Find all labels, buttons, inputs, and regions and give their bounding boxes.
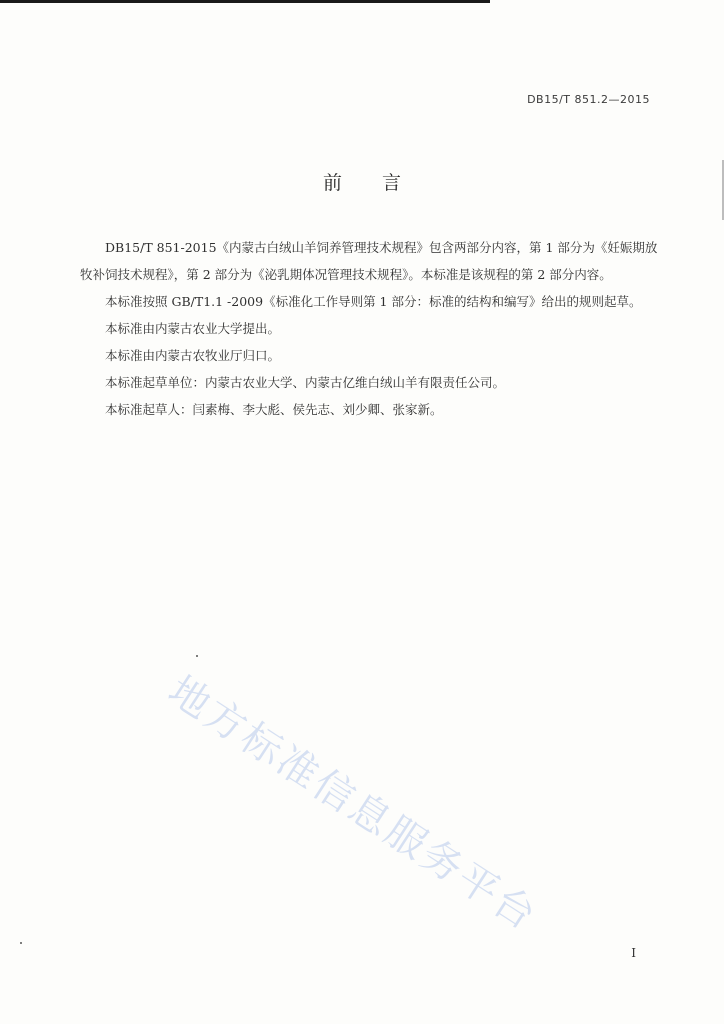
document-code: DB15/T 851.2—2015 <box>527 93 650 106</box>
paragraph-structure: DB15/T 851-2015《内蒙古白绒山羊饲养管理技术规程》包含两部分内容，第 1 部分为《妊娠期放牧补饲技术规程》，第 2 部分为《泌乳期体况管理技术规程》。本标准是该规程的第 2 部分内容。 <box>80 240 658 282</box>
paragraph-drafting-rules: 本标准按照 GB/T1.1 -2009《标准化工作导则第 1 部分：标准的结构和编写》给出的规则起草。 <box>105 294 642 309</box>
scan-edge-line <box>0 0 490 3</box>
page-title: 前言 <box>322 172 441 194</box>
watermark: 地方标准信息服务平台 <box>160 667 546 941</box>
paragraph-drafting-units: 本标准起草单位：内蒙古农业大学、内蒙古亿维白绒山羊有限责任公司。 <box>105 375 506 390</box>
page-number: I <box>631 946 636 960</box>
scan-speck <box>196 655 198 657</box>
foreword-body <box>80 234 660 423</box>
paragraph-proposer: 本标准由内蒙古农业大学提出。 <box>105 321 281 336</box>
paragraph-drafters: 本标准起草人：闫素梅、李大彪、侯先志、刘少卿、张家新。 <box>105 402 443 417</box>
scan-speck <box>20 942 22 944</box>
paragraph-administrator: 本标准由内蒙古农牧业厅归口。 <box>105 348 281 363</box>
